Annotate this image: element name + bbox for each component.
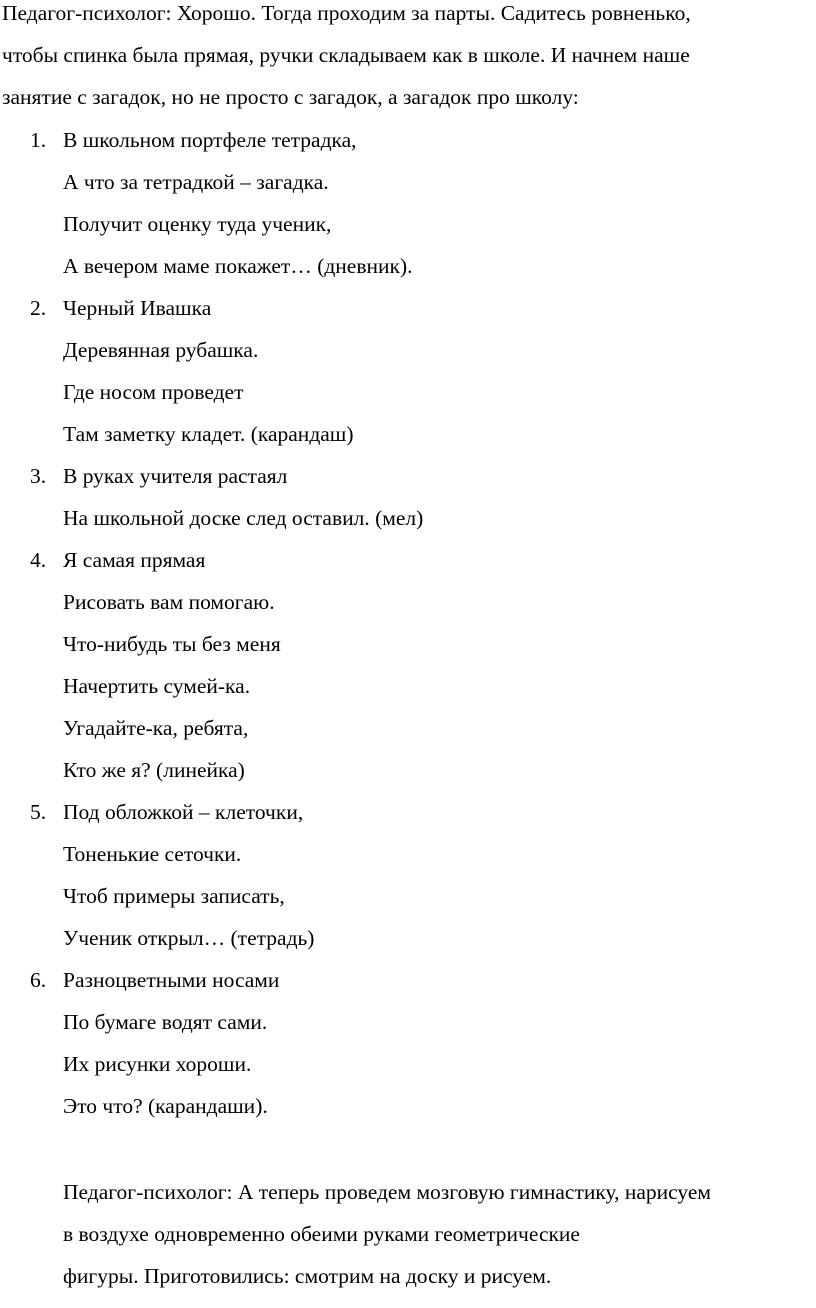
riddle-line: На школьной доске след оставил. (мел) bbox=[63, 506, 424, 530]
riddle-line: Рисовать вам помогаю. bbox=[63, 590, 275, 614]
riddle-line: Тоненькие сеточки. bbox=[63, 842, 242, 866]
riddle-number: 2. bbox=[30, 296, 47, 320]
riddle-line: Получит оценку туда ученик, bbox=[63, 212, 332, 236]
riddle-number: 4. bbox=[30, 548, 47, 572]
riddle-line: Я самая прямая bbox=[63, 548, 206, 572]
riddle-line: Чтоб примеры записать, bbox=[63, 884, 285, 908]
riddle-line: Черный Ивашка bbox=[63, 296, 212, 320]
riddle-line: Там заметку кладет. (карандаш) bbox=[63, 422, 354, 446]
riddle-line: Где носом проведет bbox=[63, 380, 244, 404]
riddle-number: 1. bbox=[30, 128, 47, 152]
riddle-line: В руках учителя растаял bbox=[63, 464, 288, 488]
riddle-number: 6. bbox=[30, 968, 47, 992]
riddle-line: Ученик открыл… (тетрадь) bbox=[63, 926, 315, 950]
riddle-line: Их рисунки хороши. bbox=[63, 1052, 252, 1076]
riddle-line: Кто же я? (линейка) bbox=[63, 758, 245, 782]
riddle-number: 3. bbox=[30, 464, 47, 488]
riddle-line: Что-нибудь ты без меня bbox=[63, 632, 281, 656]
riddle-line: Разноцветными носами bbox=[63, 968, 280, 992]
outro-line: фигуры. Приготовились: смотрим на доску и рисуем. bbox=[63, 1264, 552, 1288]
outro-line: Педагог-психолог: А теперь проведем мозговую гимнастику, нарисуем bbox=[63, 1180, 712, 1204]
riddle-line: Угадайте-ка, ребята, bbox=[63, 716, 249, 740]
riddle-line: Под обложкой – клеточки, bbox=[63, 800, 304, 824]
riddle-line: А что за тетрадкой – загадка. bbox=[63, 170, 329, 194]
intro-line: занятие с загадок, но не просто с загадок, а загадок про школу: bbox=[2, 85, 579, 109]
riddle-number: 5. bbox=[30, 800, 47, 824]
riddle-line: По бумаге водят сами. bbox=[63, 1010, 268, 1034]
riddle-line: Начертить сумей-ка. bbox=[63, 674, 251, 698]
outro-line: в воздухе одновременно обеими руками геометрические bbox=[63, 1222, 580, 1246]
riddle-line: В школьном портфеле тетрадка, bbox=[63, 128, 357, 152]
intro-line: Педагог-психолог: Хорошо. Тогда проходим за парты. Садитесь ровненько, bbox=[2, 1, 691, 25]
riddle-line: Деревянная рубашка. bbox=[63, 338, 259, 362]
riddle-line: Это что? (карандаши). bbox=[63, 1094, 268, 1118]
riddle-line: А вечером маме покажет… (дневник). bbox=[63, 254, 413, 278]
intro-line: чтобы спинка была прямая, ручки складываем как в школе. И начнем наше bbox=[2, 43, 690, 67]
